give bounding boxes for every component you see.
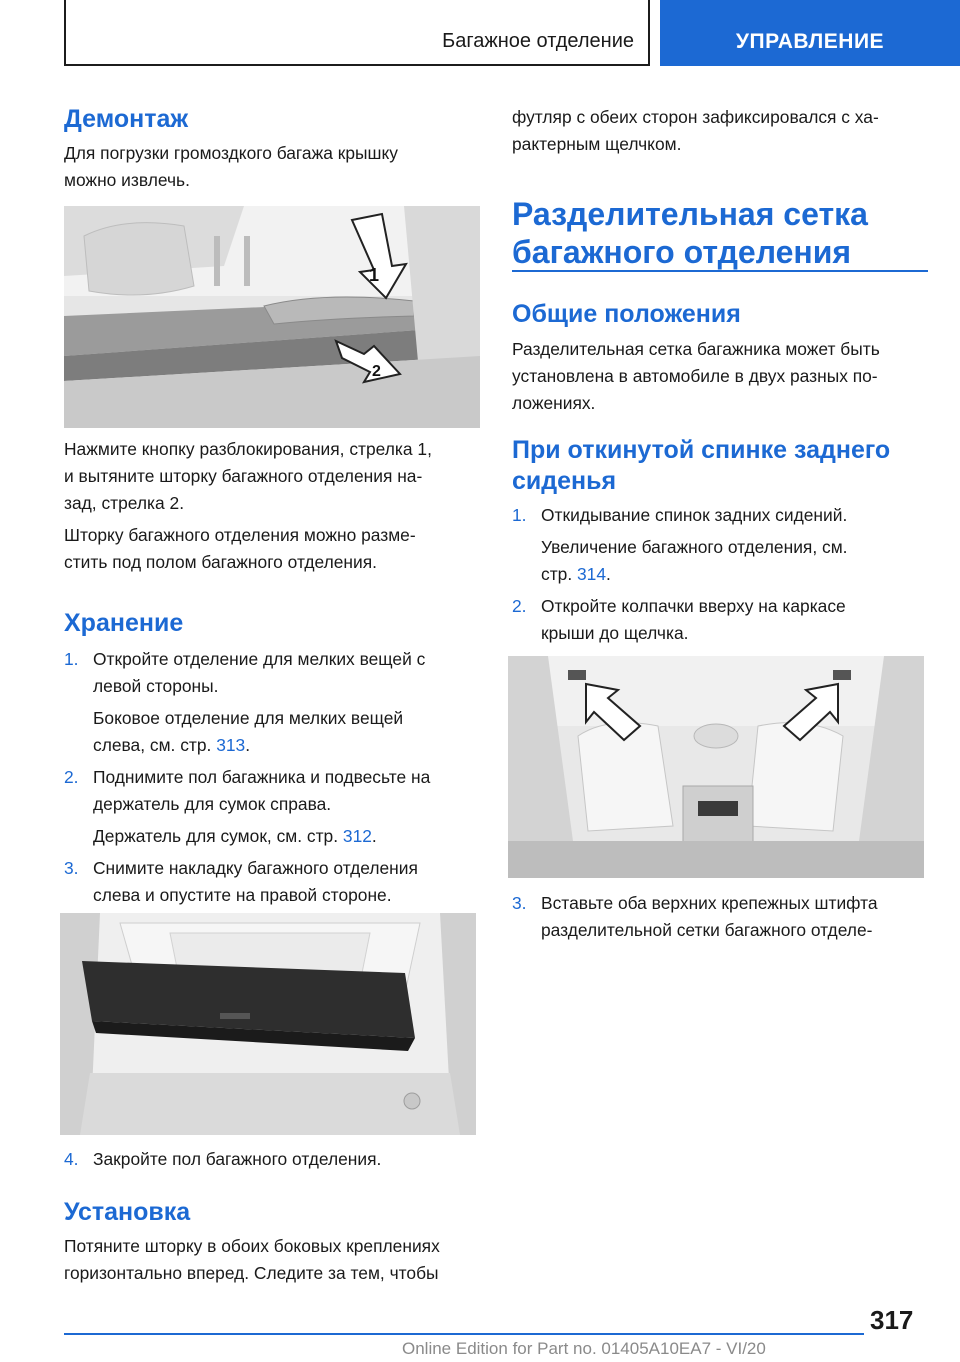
- storage-step-text: Поднимите пол багажника и подвесьте на: [93, 767, 431, 787]
- storage-step-note: Держатель для сумок, см. стр. 312.: [93, 826, 377, 846]
- install-text-line2: горизонтально вперед. Следите за тем, чтобы: [64, 1263, 439, 1283]
- general-heading: Общие положения: [512, 300, 741, 328]
- install-cont-line1: футляр с обеих сторон зафиксировался с ха-: [512, 107, 879, 127]
- net-heading-line2: багажного отделения: [512, 234, 852, 270]
- removal-intro-line1: Для погрузки громоздкого багажа крышку: [64, 143, 398, 163]
- folded-step-text: Вставьте оба верхних крепежных штифта: [541, 893, 878, 913]
- removal-heading: Демонтаж: [64, 105, 189, 133]
- roof-caps-photo: [508, 656, 924, 878]
- footer-edition: Online Edition for Part no. 01405A10EA7 - VI/20: [402, 1339, 766, 1358]
- general-text-line2: установлена в автомобиле в двух разных по-: [512, 366, 878, 386]
- storage-step-text: левой стороны.: [93, 676, 219, 696]
- arrow-label-2: 2: [372, 363, 381, 380]
- header-title-box: [64, 0, 650, 66]
- storage-step-number: 3.: [64, 858, 79, 878]
- folded-step-text: крыши до щелчка.: [541, 623, 689, 643]
- cargo-cover-removal-photo: [64, 206, 480, 428]
- storage-step-text: Снимите накладку багажного отделения: [93, 858, 418, 878]
- cover-under-floor-photo: [60, 913, 476, 1135]
- removal-step-line3: зад, стрелка 2.: [64, 493, 185, 513]
- folded-step-text: Откройте колпачки вверху на каркасе: [541, 596, 846, 616]
- general-text-line3: ложениях.: [512, 393, 596, 413]
- page-link-314[interactable]: 314: [577, 564, 607, 584]
- storage-step-number: 4.: [64, 1149, 79, 1169]
- general-text-line1: Разделительная сетка багажника может быть: [512, 339, 880, 359]
- header-section-label: УПРАВЛЕНИЕ: [735, 30, 885, 53]
- header-title: Багажное отделение: [442, 30, 634, 52]
- install-cont-line2: рактерным щелчком.: [512, 134, 682, 154]
- storage-step-note: слева, см. стр. 313.: [93, 735, 251, 755]
- folded-step-note: стр. 314.: [541, 564, 611, 584]
- storage-step-text: слева и опустите на правой стороне.: [93, 885, 392, 905]
- folded-step-note: Увеличение багажного отделения, см.: [541, 537, 848, 557]
- page-link-313[interactable]: 313: [216, 735, 246, 755]
- heading-rule: [512, 270, 928, 272]
- storage-step-note: Боковое отделение для мелких вещей: [93, 708, 404, 728]
- storage-heading: Хранение: [64, 609, 184, 637]
- storage-step-text: Откройте отделение для мелких вещей с: [93, 649, 426, 669]
- folded-step-text: разделительной сетки багажного отделе-: [541, 920, 873, 940]
- storage-step-text: Закройте пол багажного отделения.: [93, 1149, 382, 1169]
- storage-step-number: 2.: [64, 767, 79, 787]
- net-heading-line1: Разделительная сетка: [512, 196, 868, 232]
- folded-heading-line2: сиденья: [512, 467, 617, 495]
- header-section-tab: [660, 0, 960, 66]
- folded-step-text: Откидывание спинок задних сидений.: [541, 505, 848, 525]
- install-heading: Установка: [64, 1198, 191, 1226]
- page-number: 317: [870, 1305, 914, 1335]
- removal-intro-line2: можно извлечь.: [64, 170, 190, 190]
- storage-step-text: держатель для сумок справа.: [93, 794, 332, 814]
- removal-stow-line2: стить под полом багажного отделения.: [64, 552, 377, 572]
- removal-stow-line1: Шторку багажного отделения можно разме-: [64, 525, 416, 545]
- footer-rule: [64, 1333, 864, 1335]
- storage-step-number: 1.: [64, 649, 79, 669]
- arrow-label-1: 1: [369, 265, 380, 285]
- page-link-312[interactable]: 312: [342, 826, 372, 846]
- folded-step-number: 1.: [512, 505, 527, 525]
- removal-step-line1: Нажмите кнопку разблокирования, стрелка 1,: [64, 439, 432, 459]
- removal-step-line2: и вытяните шторку багажного отделения на-: [64, 466, 423, 486]
- folded-step-number: 2.: [512, 596, 527, 616]
- folded-heading-line1: При откинутой спинке заднего: [512, 436, 891, 464]
- folded-step-number: 3.: [512, 893, 527, 913]
- install-text-line1: Потяните шторку в обоих боковых креплениях: [64, 1236, 440, 1256]
